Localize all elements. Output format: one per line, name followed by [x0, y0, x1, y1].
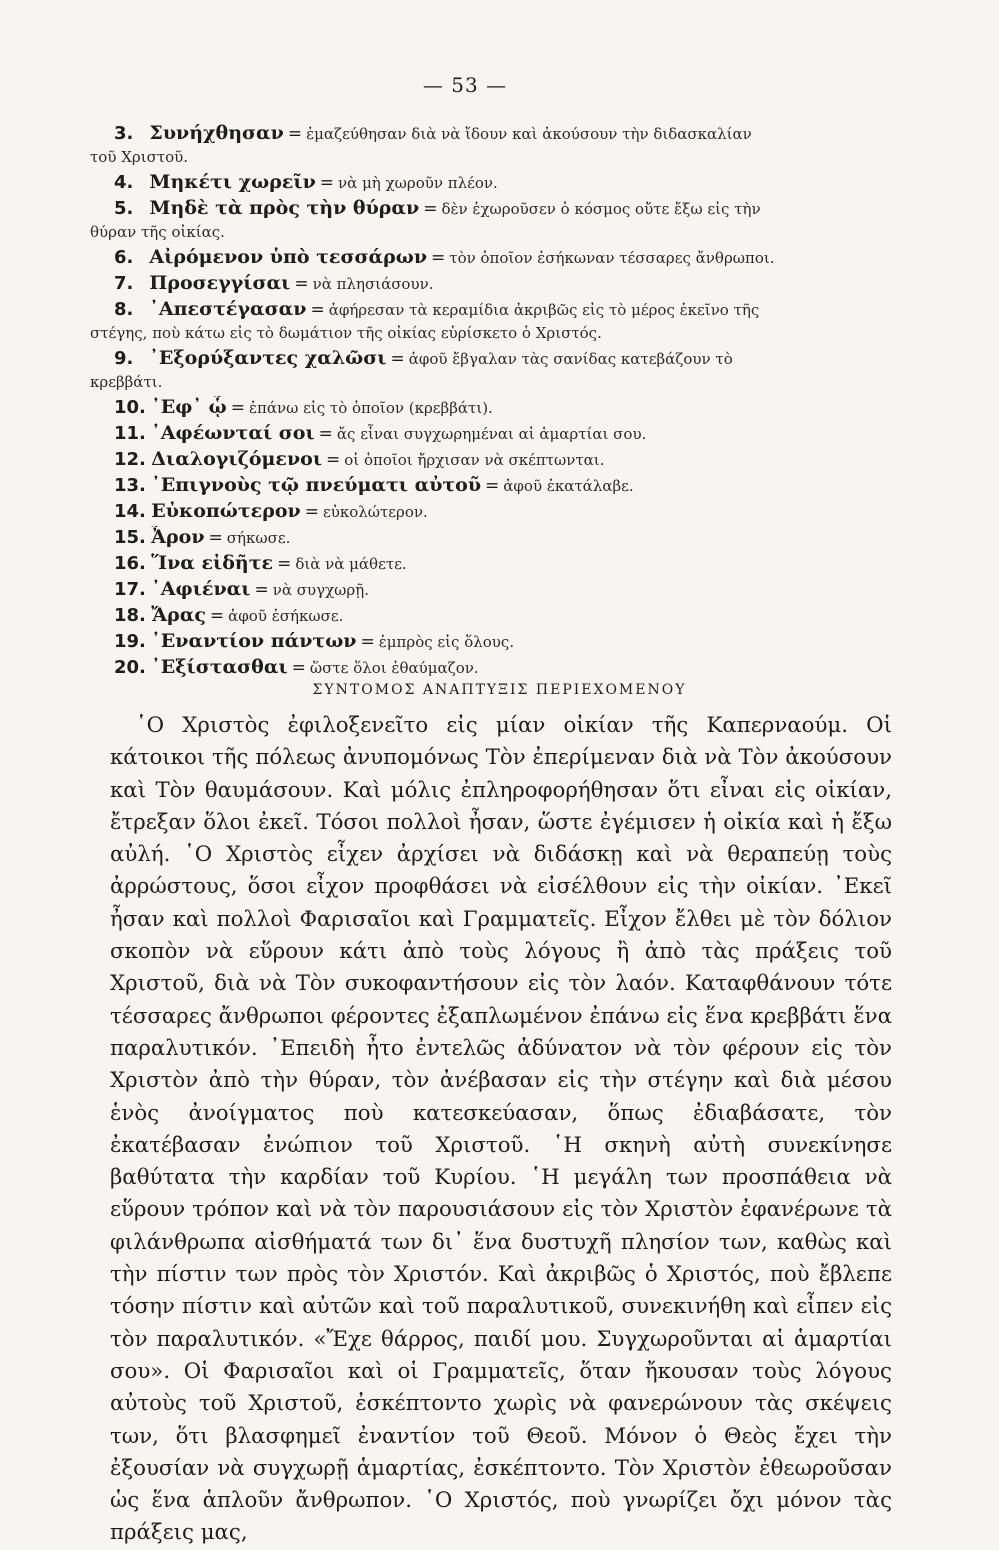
- entry-definition: νὰ συγχωρῇ.: [272, 581, 369, 599]
- entry-equals: =: [230, 398, 245, 418]
- entry-term: Ἵνα εἰδῆτε: [151, 552, 274, 574]
- entry-equals: =: [294, 274, 309, 294]
- entry-term: ᾿Αφιέναι: [151, 578, 251, 600]
- entry-number: 5.: [114, 198, 134, 219]
- entry-number: 9.: [114, 348, 134, 369]
- entry-equals: =: [319, 173, 335, 193]
- entry-term: ᾿Εξορύξαντες χαλῶσι: [149, 347, 387, 369]
- page-number: — 53 —: [422, 73, 508, 97]
- glossary-entry: [90, 298, 884, 345]
- entry-equals: =: [390, 349, 405, 369]
- entry-term: Συνήχθησαν: [149, 122, 284, 144]
- glossary-entry: [114, 630, 884, 654]
- glossary-entry: [114, 474, 884, 498]
- entry-number: 19.: [114, 631, 146, 652]
- entry-continuation: στέγης, ποὺ κάτω εἰς τὸ δωμάτιον τῆς οἰκίας εὑρίσκετο ὁ Χριστός.: [90, 324, 602, 342]
- entry-definition: διὰ νὰ μάθετε.: [295, 555, 407, 573]
- entry-term: Μηκέτι χωρεῖν: [149, 171, 316, 193]
- entry-equals: =: [431, 248, 446, 268]
- entry-definition: ὥστε ὅλοι ἐθαύμαζον.: [309, 659, 479, 677]
- entry-definition: ἐμαζεύθησαν διὰ νὰ ἴδουν καὶ ἀκούσουν τὴν διδασκαλίαν: [306, 125, 752, 143]
- entry-continuation: θύραν τῆς οἰκίας.: [90, 223, 225, 241]
- glossary-entry: [90, 122, 884, 169]
- entry-term: Εὐκοπώτερον: [151, 500, 301, 522]
- entry-term: ᾿Εφ᾿ ᾧ: [151, 396, 227, 418]
- entry-definition: ἀφοῦ ἔβγαλαν τὰς σανίδας κατεβάζουν τὸ: [408, 350, 733, 368]
- entry-definition: ἐπάνω εἰς τὸ ὁποῖον (κρεββάτι).: [248, 399, 493, 417]
- entry-definition: νὰ πλησιάσουν.: [312, 275, 434, 293]
- entry-definition: δὲν ἐχωροῦσεν ὁ κόσμος οὔτε ἔξω εἰς τὴν: [441, 200, 761, 218]
- entry-definition: σήκωσε.: [226, 529, 291, 547]
- entry-continuation: κρεββάτι.: [90, 373, 163, 391]
- entry-definition: ἀφήρεσαν τὰ κεραμίδια ἀκριβῶς εἰς τὸ μέρος ἐκεῖνο τῆς: [328, 301, 760, 319]
- entry-number: 14.: [114, 501, 146, 522]
- entry-equals: =: [360, 632, 375, 652]
- entry-term: Μηδὲ τὰ πρὸς τὴν θύραν: [149, 197, 420, 219]
- entry-equals: =: [485, 476, 500, 496]
- entry-continuation: τοῦ Χριστοῦ.: [90, 148, 189, 166]
- entry-term: ᾿Εναντίον πάντων: [151, 630, 357, 652]
- entry-number: 15.: [114, 527, 146, 548]
- entry-number: 4.: [114, 172, 134, 193]
- entry-term: ᾿Αφέωνταί σοι: [151, 422, 315, 444]
- entry-number: 10.: [114, 397, 146, 418]
- entry-number: 16.: [114, 553, 146, 574]
- glossary-entry: [114, 396, 884, 420]
- entry-definition: τὸν ὁποῖον ἐσήκωναν τέσσαρες ἄνθρωποι.: [449, 249, 775, 267]
- entry-term: ᾿Εξίστασθαι: [151, 656, 288, 678]
- glossary-entry: [114, 272, 884, 296]
- glossary-entry: [114, 526, 884, 550]
- entry-definition: νὰ μὴ χωροῦν πλέον.: [338, 174, 498, 192]
- entry-definition: ἀφοῦ ἐσήκωσε.: [228, 607, 344, 625]
- entry-term: Διαλογιζόμενοι: [151, 448, 323, 470]
- entry-number: 13.: [114, 475, 146, 496]
- glossary-entry: [114, 552, 884, 576]
- entry-definition: ἐμπρὸς εἰς ὅλους.: [378, 633, 515, 651]
- glossary-entry: [114, 422, 884, 446]
- entry-number: 12.: [114, 449, 146, 470]
- entry-number: 8.: [114, 299, 134, 320]
- entry-equals: =: [209, 606, 225, 626]
- entry-number: 11.: [114, 423, 146, 444]
- glossary-entry: [114, 604, 884, 628]
- entry-equals: =: [326, 450, 341, 470]
- entry-term: Αἰρόμενον ὑπὸ τεσσάρων: [149, 246, 428, 268]
- entry-equals: =: [310, 300, 325, 320]
- section-heading: ΣΥΝΤΟΜΟΣ ΑΝΑΠΤΥΞΙΣ ΠΕΡΙΕΧΟΜΕΝΟΥ: [312, 682, 687, 698]
- entry-term: Ἄρας: [151, 604, 206, 626]
- entry-term: ᾿Επιγνοὺς τῷ πνεύματι αὐτοῦ: [151, 474, 482, 496]
- entry-definition: ἀφοῦ ἐκατάλαβε.: [503, 477, 634, 495]
- entry-term: Ἆρον: [151, 526, 205, 548]
- entry-number: 20.: [114, 657, 146, 678]
- glossary-entry: [114, 171, 884, 195]
- glossary-entry: [114, 500, 884, 524]
- summary-paragraph: ῾Ο Χριστὸς ἐφιλοξενεῖτο εἰς μίαν οἰκίαν τῆς Καπερναούμ. Οἱ κάτοικοι τῆς πόλεως ἀνυπομόνως Τὸν ἐπερίμεναν διὰ νὰ Τὸν ἀκούσουν καὶ Τὸν θαυμάσουν. Καὶ μόλις ἐπληροφορήθησαν ὅτι εἶναι εἰς οἰκίαν, ἔτρεξαν ὅλοι ἐκεῖ. Τόσοι πολλοὶ ἦσαν, ὥστε ἐγέμισεν ἡ οἰκία καὶ ἡ ἔξω αὐλή. ῾Ο Χριστὸς εἶχεν ἀρχίσει νὰ διδάσκῃ καὶ νὰ θεραπεύῃ τοὺς ἀρρώστους, ὅσοι εἶχον προφθάσει νὰ εἰσέλθουν εἰς τὴν οἰκίαν. ᾿Εκεῖ ἦσαν καὶ πολλοὶ Φαρισαῖοι καὶ Γραμματεῖς. Εἶχον ἔλθει μὲ τὸν δόλιον σκοπὸν νὰ εὕρουν κάτι ἀπὸ τοὺς λόγους ἢ ἀπὸ τὰς πράξεις τοῦ Χριστοῦ, διὰ νὰ Τὸν συκοφαντήσουν εἰς τὸν λαόν. Καταφθάνουν τότε τέσσαρες ἄνθρωποι φέροντες ἐξαπλωμένον ἐπάνω εἰς ἕνα κρεββάτι ἕνα παραλυτικόν. ᾿Επειδὴ ἦτο ἐντελῶς ἀδύνατον νὰ τὸν φέρουν εἰς τὸν Χριστὸν ἀπὸ τὴν θύραν, τὸν ἀνέβασαν εἰς τὴν στέγην καὶ διὰ μέσου ἑνὸς ἀνοίγματος ποὺ κατεσκεύασαν, ὅπως ἐδιαβάσατε, τὸν ἐκατέβασαν ἐνώπιον τοῦ Χριστοῦ. ῾Η σκηνὴ αὐτὴ συνεκίνησε βαθύτατα τὴν καρδίαν τοῦ Κυρίου. ῾Η μεγάλη των προσπάθεια νὰ εὕρουν τρόπον καὶ νὰ τὸν παρουσιάσουν εἰς τὸν Χριστὸν ἐφανέρωνε τὰ φιλάνθρωπα αἰσθήματά των δι᾿ ἕνα δυστυχῆ πλησίον των, καθὼς καὶ τὴν πίστιν των πρὸς τὸν Χριστόν. Καὶ ἀκριβῶς ὁ Χριστός, ποὺ ἔβλεπε τόσην πίστιν καὶ αὐτῶν καὶ τοῦ παραλυτικοῦ, συνεκινήθη καὶ εἶπεν εἰς τὸν παραλυτικόν. «Ἔχε θάρρος, παιδί μου. Συγχωροῦνται αἱ ἁμαρτίαι σου». Οἱ Φαρισαῖοι καὶ οἱ Γραμματεῖς, ὅταν ἤκουσαν τοὺς λόγους αὐτοὺς τοῦ Χριστοῦ, ἐσκέπτοντο χωρὶς νὰ φανερώνουν τὰς σκέψεις των, ὅτι βλασφημεῖ ἐναντίον τοῦ Θεοῦ. Μόνον ὁ Θεὸς ἔχει τὴν ἐξουσίαν νὰ συγχωρῇ ἁμαρτίας, ἐσκέπτοντο. Τὸν Χριστὸν ἐθεωροῦσαν ὡς ἕνα ἁπλοῦν ἄνθρωπον. ῾Ο Χριστός, ποὺ γνωρίζει ὄχι μόνον τὰς πράξεις μας,: [110, 713, 892, 1546]
- entry-term: Προσεγγίσαι: [149, 272, 291, 294]
- entry-number: 7.: [114, 273, 134, 294]
- glossary-entry: [114, 656, 884, 680]
- entry-equals: =: [291, 658, 306, 678]
- entry-definition: οἱ ὁποῖοι ἤρχισαν νὰ σκέπτωνται.: [344, 451, 605, 469]
- entry-number: 6.: [114, 247, 134, 268]
- entry-number: 17.: [114, 579, 146, 600]
- glossary-list: [90, 122, 884, 682]
- entry-equals: =: [287, 124, 303, 144]
- entry-definition: εὐκολώτερον.: [322, 503, 428, 521]
- entry-equals: =: [254, 580, 269, 600]
- glossary-entry: [90, 197, 884, 244]
- glossary-entry: [90, 347, 884, 394]
- entry-number: 3.: [114, 123, 134, 144]
- entry-number: 18.: [114, 605, 146, 626]
- glossary-entry: [114, 448, 884, 472]
- entry-definition: ἄς εἶναι συγχωρημέναι αἱ ἁμαρτίαι σου.: [336, 425, 647, 443]
- glossary-entry: [114, 246, 884, 270]
- entry-equals: =: [304, 502, 319, 522]
- entry-equals: =: [208, 528, 223, 548]
- entry-equals: =: [277, 554, 292, 574]
- glossary-entry: [114, 578, 884, 602]
- entry-equals: =: [423, 199, 438, 219]
- entry-term: ᾿Απεστέγασαν: [149, 298, 307, 320]
- entry-equals: =: [318, 424, 333, 444]
